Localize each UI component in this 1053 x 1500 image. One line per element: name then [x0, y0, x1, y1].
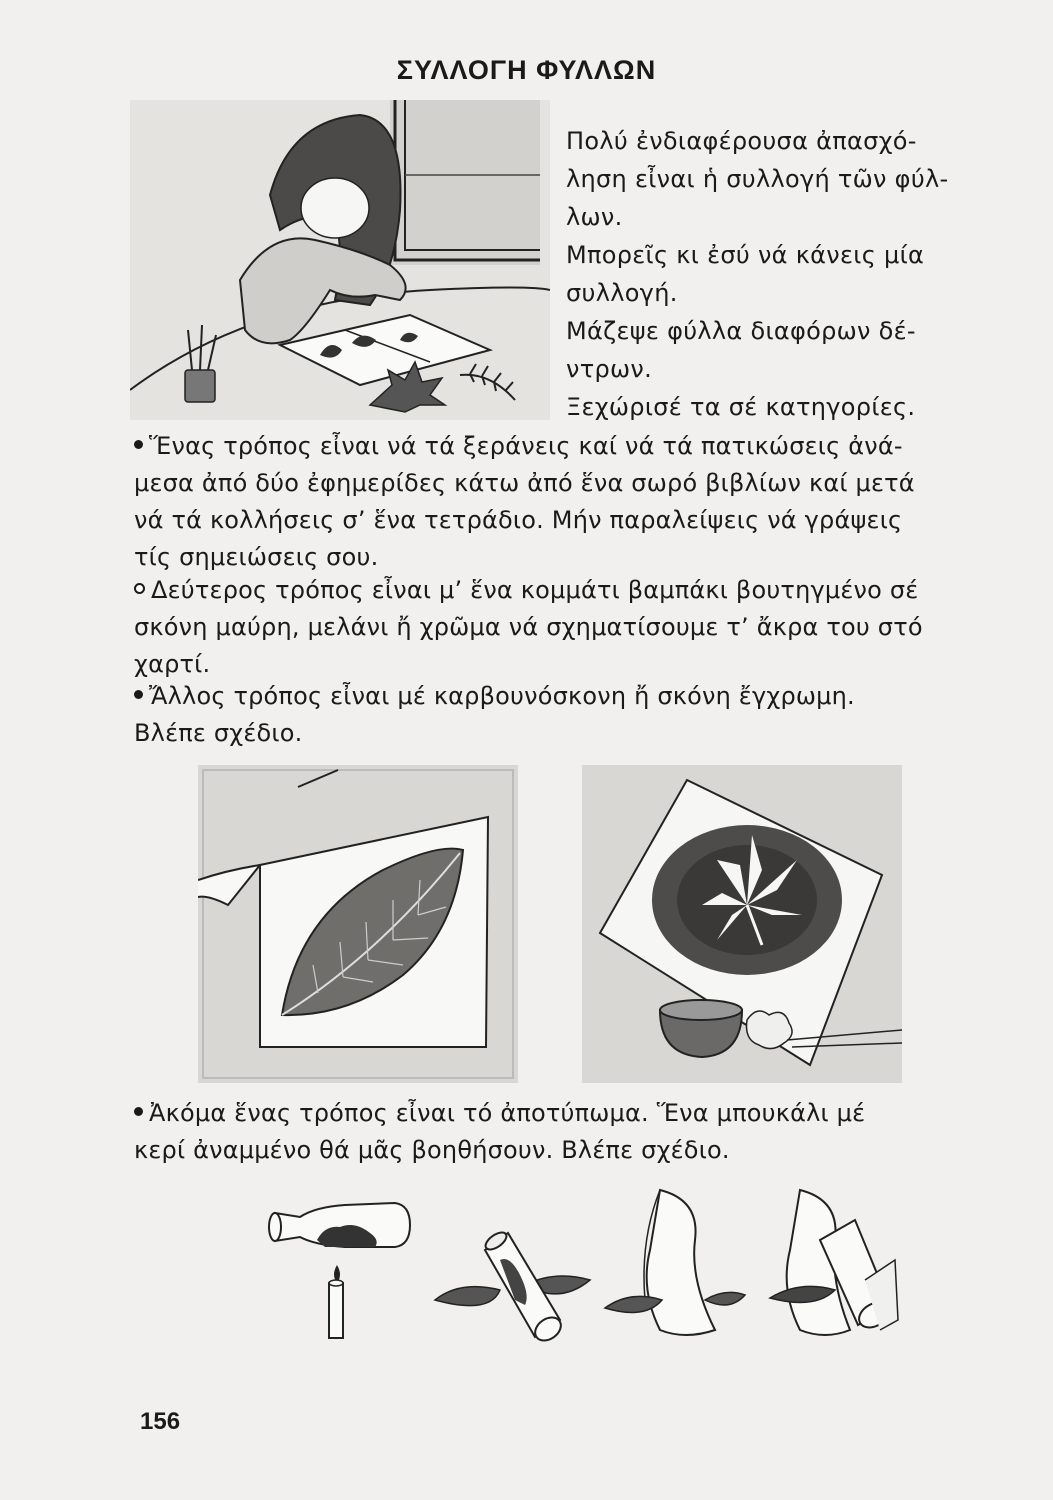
method-line: μεσα ἀπό δύο ἐφημερίδες κάτω ἀπό ἕνα σωρό βιβλίων καί μετά — [134, 469, 915, 497]
method-2-paragraph — [134, 572, 1004, 683]
intro-line: συλλογή. — [566, 279, 678, 307]
intro-line: Ξεχώρισέ τα σέ κατηγορίες. — [566, 393, 916, 421]
leaf-on-paper-illustration — [198, 765, 518, 1083]
page-title: ΣΥΛΛΟΓΗ ΦΥΛΛΩΝ — [396, 55, 657, 85]
girl-drawing-illustration — [130, 100, 550, 420]
method-line: σκόνη μαύρη, μελάνι ἤ χρῶμα νά σχηματίσουμε τ’ ἄκρα του στό — [134, 613, 923, 641]
bullet-icon — [134, 583, 145, 594]
method-line: τίς σημειώσεις σου. — [134, 543, 379, 571]
paper-over-leaf-illustration — [600, 1180, 750, 1350]
method-line: κερί ἀναμμένο θά μᾶς βοηθήσουν. Βλέπε σχέδιο. — [134, 1136, 730, 1164]
method-3-paragraph — [134, 678, 1004, 752]
bottle-on-leaf-illustration — [430, 1225, 600, 1355]
method-line: χαρτί. — [134, 650, 211, 678]
intro-text — [566, 122, 1002, 426]
bullet-icon — [134, 1107, 143, 1116]
bullet-icon — [134, 440, 143, 449]
leaf-stencil-illustration — [582, 765, 902, 1083]
intro-line: Μάζεψε φύλλα διαφόρων δέ- — [566, 317, 916, 345]
intro-line: ντρων. — [566, 355, 653, 383]
bullet-icon — [134, 690, 143, 699]
method-line: Βλέπε σχέδιο. — [134, 719, 303, 747]
method-line: Ἄλλος τρόπος εἶναι μέ καρβουνόσκονη ἤ σκόνη ἔγχρωμη. — [149, 682, 855, 710]
bottle-candle-illustration — [265, 1195, 415, 1345]
method-line: Ἕνας τρόπος εἶναι νά τά ξεράνεις καί νά τά πατικώσεις ἀνά- — [149, 432, 903, 460]
intro-line: Πολύ ἐνδιαφέρουσα ἀπασχό- — [566, 127, 917, 155]
method-4-paragraph — [134, 1095, 1004, 1169]
method-line: Ἀκόμα ἕνας τρόπος εἶναι τό ἀποτύπωμα. Ἕνα μπουκάλι μέ — [149, 1099, 866, 1127]
method-1-paragraph — [134, 428, 1004, 576]
intro-line: ληση εἶναι ἡ συλλογή τῶν φύλ- — [566, 165, 949, 193]
intro-line: Μπορεῖς κι ἐσύ νά κάνεις μία — [566, 241, 925, 269]
method-line: Δεύτερος τρόπος εἶναι μ’ ἕνα κομμάτι βαμπάκι βουτηγμένο σέ — [151, 576, 919, 604]
intro-line: λων. — [566, 203, 623, 231]
method-line: νά τά κολλήσεις σ’ ἕνα τετράδιο. Μήν παραλείψεις νά γράψεις — [134, 506, 903, 534]
rubbing-leaf-print-illustration — [750, 1180, 900, 1350]
page-number: 156 — [140, 1408, 181, 1435]
